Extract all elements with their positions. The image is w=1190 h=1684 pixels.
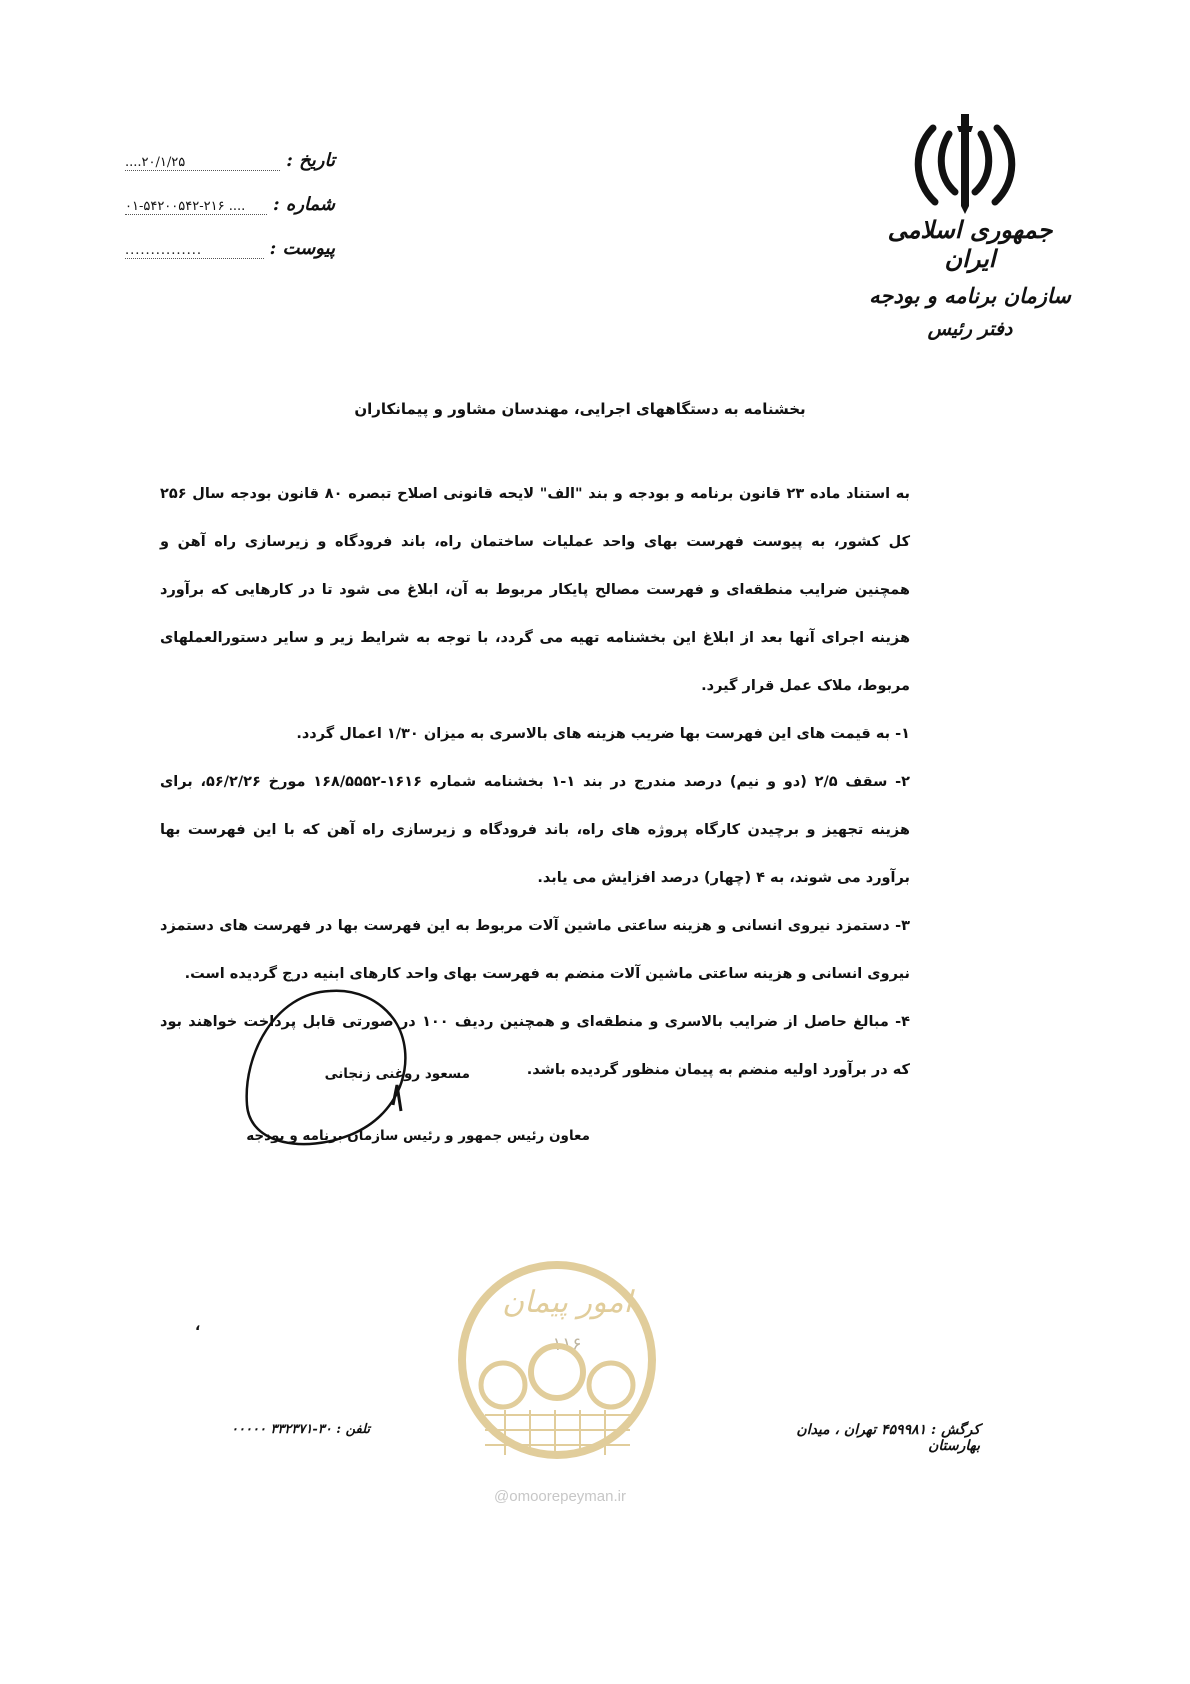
attachment-label: پیوست : <box>269 238 335 259</box>
watermark-site: @omoorepeyman.ir <box>494 1488 626 1505</box>
office-name: دفتر رئیس <box>927 318 1013 340</box>
number-label: شماره : <box>272 194 335 215</box>
country-name: جمهوری اسلامی ایران <box>887 215 1053 273</box>
attachment-row <box>125 238 335 282</box>
watermark-number: ۱۱۶ <box>552 1334 582 1355</box>
date-label: تاریخ : <box>286 150 335 171</box>
watermark-title: امور پیمان <box>502 1285 632 1320</box>
footer-address: کرگش : ۴۵۹۹۸۱ تهران ، میدان بهارستان <box>796 1422 980 1454</box>
watermark-seal-icon <box>455 1250 660 1475</box>
organization-heading <box>860 215 1080 340</box>
organization-name: سازمان برنامه و بودجه <box>869 283 1071 308</box>
date-value: ....۲۰/۱/۲۵ <box>125 155 280 171</box>
paragraph-item-3: ۳- دستمزد نیروی انسانی و هزینه ساعتی ماشین آلات مربوط به این فهرست بها در فهرست های دستمزد نیروی انسانی و هزینه ساعتی ماشین آلات منضم به فهرست بهای واحد کارهای ابنیه درج گردیده است. <box>160 918 910 982</box>
signer-title: معاون رئیس جمهور و رئیس سازمان برنامه و بودجه <box>246 1128 590 1144</box>
number-value: ۰۱-۵۴۲۰۰۵۴۲-۲۱۶ .... <box>125 199 267 215</box>
paragraph-item-2: ۲- سقف ۲/۵ (دو و نیم) درصد مندرج در بند ۱-۱ بخشنامه شماره ۱۶۱۶-۱۶۸/۵۵۵۲ مورخ ۵۶/۲/۲۶، برای هزینه تجهیز و برچیدن کارگاه پروژه های راه، باند فرودگاه و زیرسازی راه آهن که با این فهرست بها برآورد می شوند، به ۴ (چهار) درصد افزایش می یابد. <box>160 774 911 886</box>
footer-phone: تلفن : ۳۰-۳۳۲۳۷۱ ۰۰۰۰۰ <box>231 1422 370 1437</box>
iran-emblem-icon <box>905 110 1025 220</box>
paragraph-item-1: ۱- به قیمت های این فهرست بها ضریب هزینه های بالاسری به میزان ۱/۳۰ اعمال گردد. <box>296 726 910 742</box>
date-row <box>125 150 335 194</box>
number-row <box>125 194 335 238</box>
stray-mark: ، <box>195 1318 201 1334</box>
attachment-value: ............... <box>125 243 264 259</box>
signer-name: مسعود روغنی زنجانی <box>324 1066 470 1082</box>
paragraph-intro: به استناد ماده ۲۳ قانون برنامه و بودجه و بند "الف" لایحه قانونی اصلاح تبصره ۸۰ قانون بودجه سال ۲۵۶ کل کشور، به پیوست فهرست بهای واحد عملیات ساختمان راه، باند فرودگاه و زیرسازی راه آهن و همچنین ضرایب منطقه‌ای و فهرست مصالح پایکار مربوط به آن، ابلاغ می شود تا در کارهایی که برآورد هزینه اجرای آنها بعد از ابلاغ این بخشنامه تهیه می گردد، با توجه به شرایط زیر و سایر دستورالعملهای مربوط، ملاک عمل قرار گیرد. <box>160 486 911 694</box>
paragraph-item-4: ۴- مبالغ حاصل از ضرایب بالاسری و منطقه‌ای و همچنین ردیف ۱۰۰ در صورتی قابل پرداخت خواهند بود که در برآورد اولیه منضم به پیمان منظور گردیده باشد. <box>160 1014 910 1078</box>
letter-addressee: بخشنامه به دستگاههای اجرایی، مهندسان مشاور و پیمانکاران <box>354 400 806 418</box>
letter-meta <box>125 150 335 282</box>
